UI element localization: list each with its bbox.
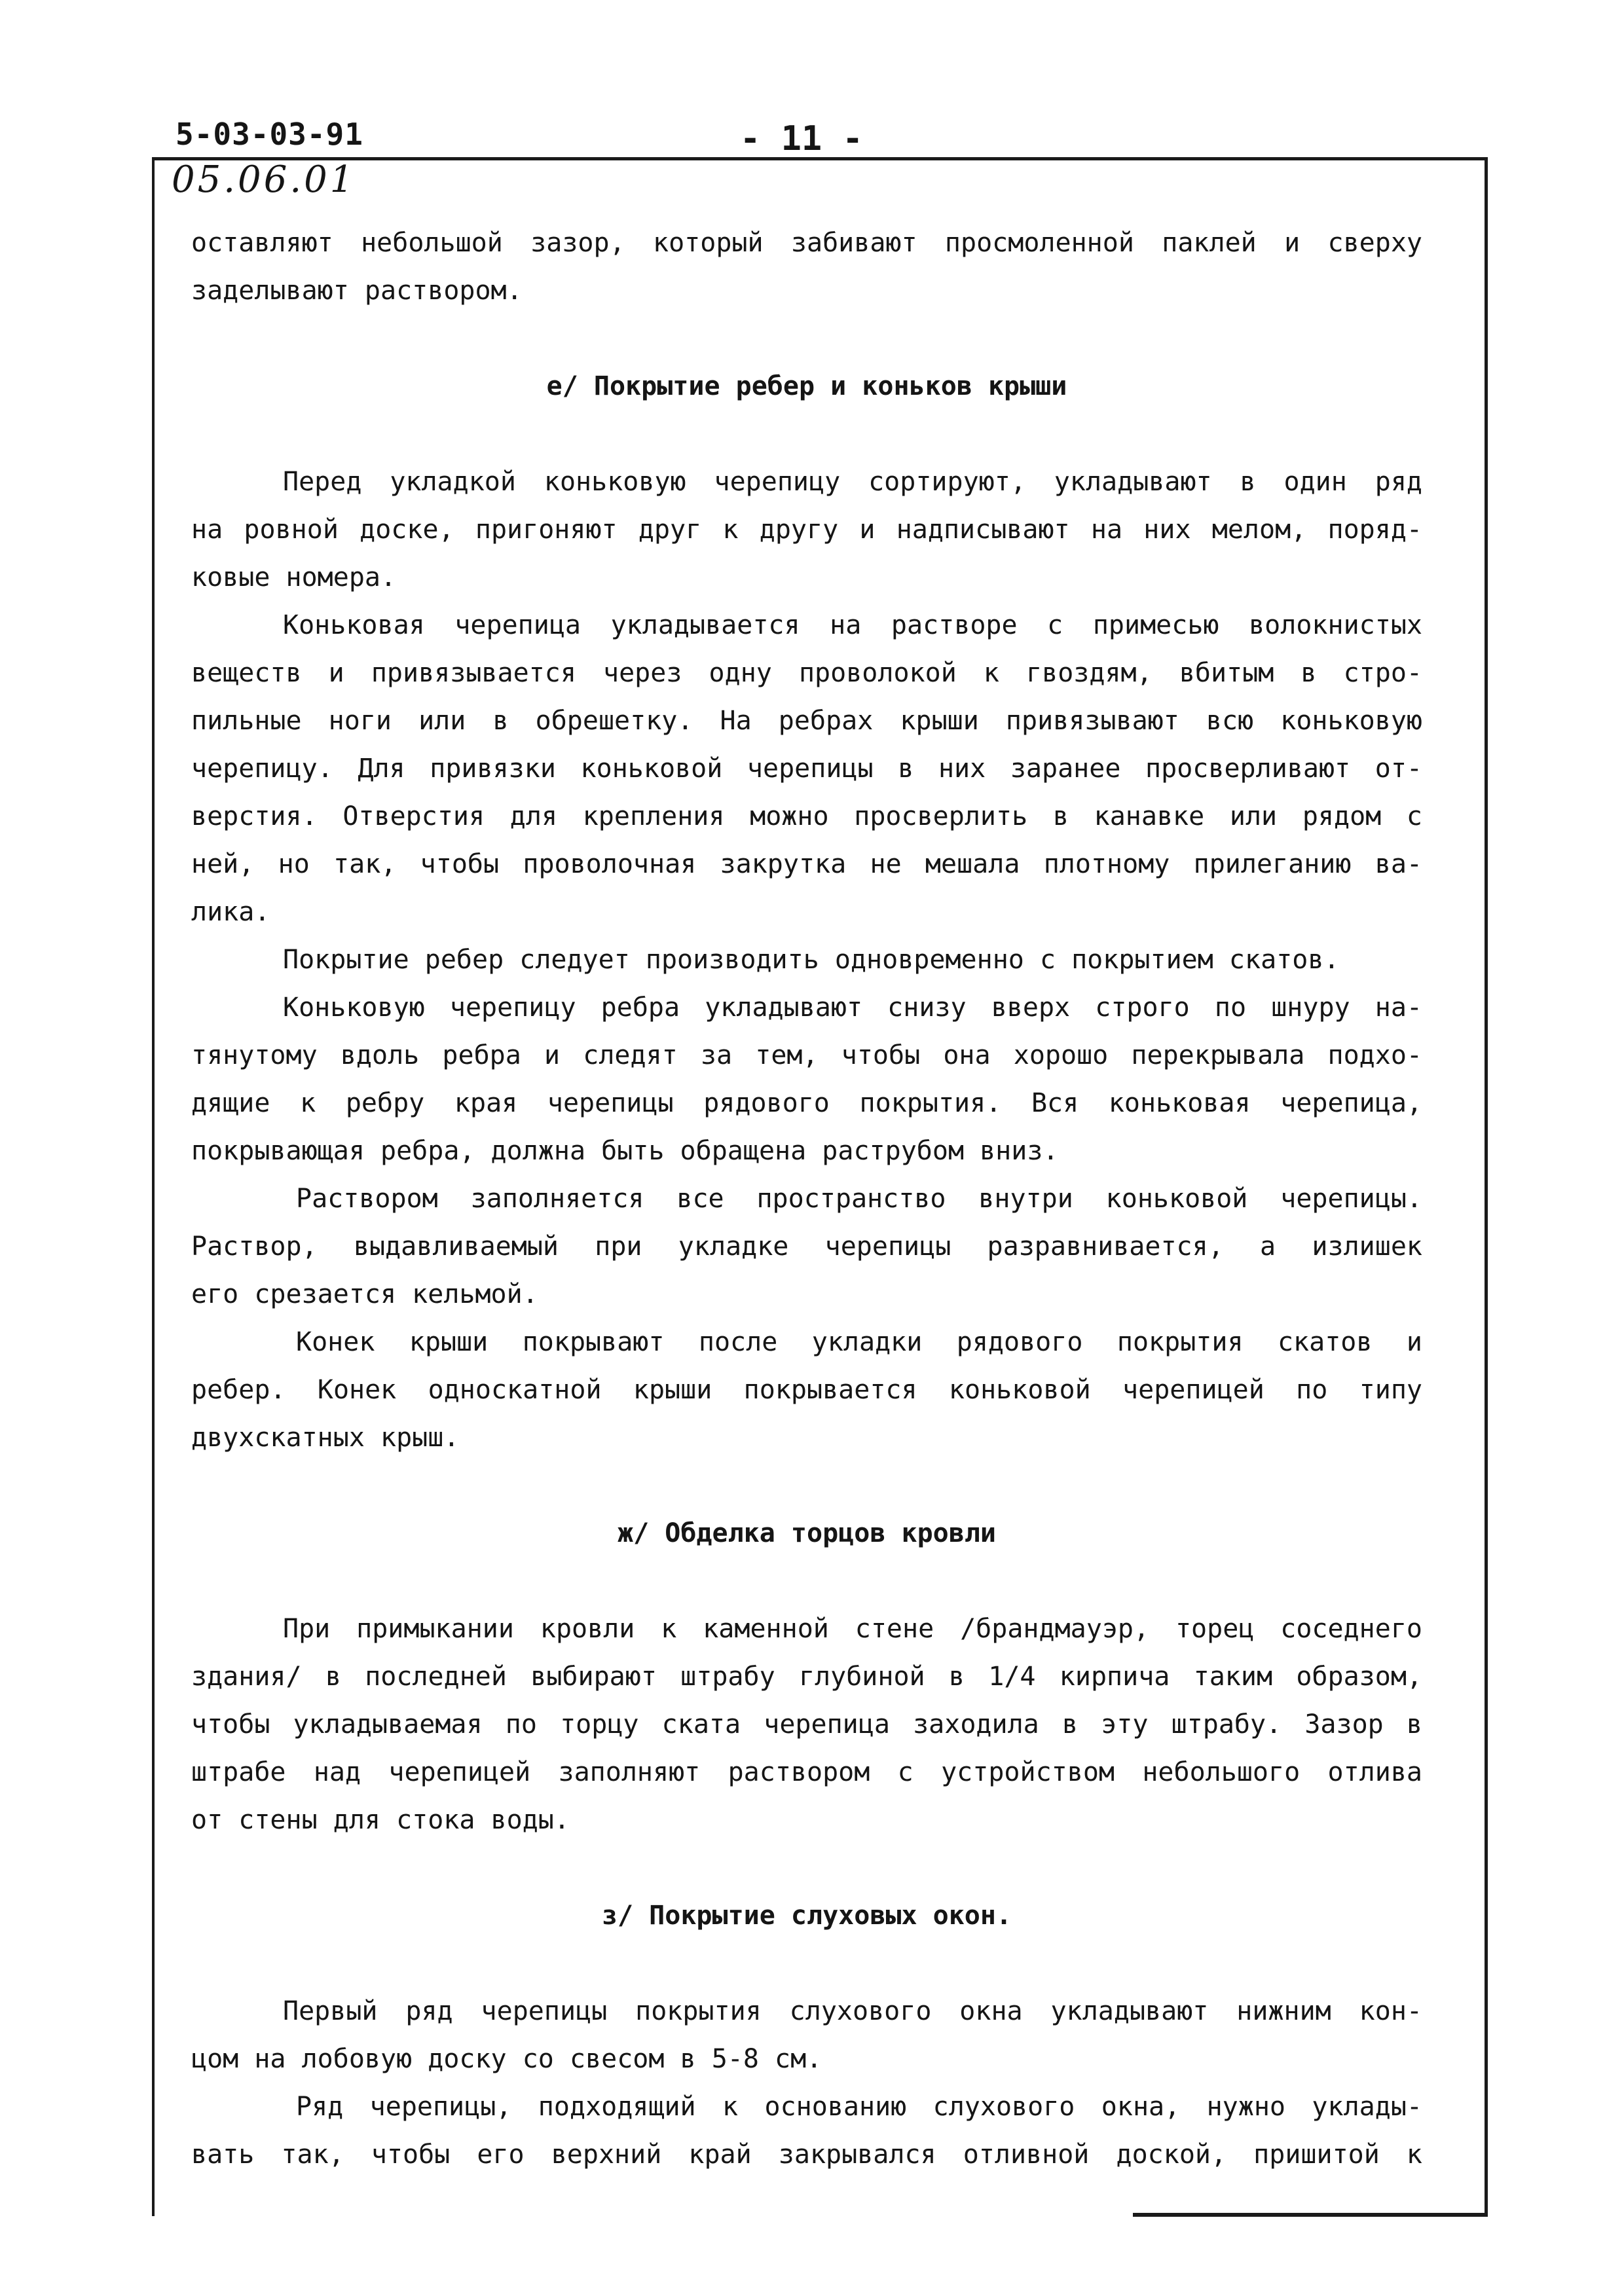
text-line: ребер. Конек односкатной крыши покрывается коньковой черепицей по типу [191, 1375, 1422, 1405]
text-line: заделывают раствором. [191, 276, 523, 306]
text-line: черепицу. Для привязки коньковой черепицы в них заранее просверливают от- [191, 754, 1422, 784]
text-line: При примыкании кровли к каменной стене /брандмауэр, торец соседнего [283, 1614, 1422, 1644]
document-code: 5-03-03-91 [175, 117, 363, 152]
text-line: тянутому вдоль ребра и следят за тем, чтобы она хорошо перекрывала подхо- [191, 1040, 1422, 1070]
text-line: веществ и привязывается через одну проволокой к гвоздям, вбитым в стро- [191, 658, 1422, 688]
section-heading: з/ Покрытие слуховых окон. [601, 1901, 1012, 1931]
text-line: Конек крыши покрывают после укладки рядового покрытия скатов и [296, 1327, 1422, 1357]
text-line: Первый ряд черепицы покрытия слухового окна укладывают нижним кон- [283, 1996, 1422, 2026]
text-line: дящие к ребру края черепицы рядового покрытия. Вся коньковая черепица, [191, 1088, 1422, 1118]
text-line: цом на лобовую доску со свесом в 5-8 см. [191, 2044, 822, 2074]
text-line: его срезается кельмой. [191, 1279, 538, 1309]
frame-bottom-line [1133, 2213, 1488, 2217]
handwritten-code: 05.06.01 [172, 158, 356, 201]
text-line: верстия. Отверстия для крепления можно просверлить в канавке или рядом с [191, 801, 1422, 831]
section-heading: е/ Покрытие ребер и коньков крыши [546, 371, 1067, 401]
text-line: покрывающая ребра, должна быть обращена раструбом вниз. [191, 1136, 1059, 1166]
text-line: штрабе над черепицей заполняют раствором с устройством небольшого отлива [191, 1757, 1422, 1787]
text-line: здания/ в последней выбирают штрабу глубиной в 1/4 кирпича таким образом, [191, 1662, 1422, 1692]
document-body [191, 219, 1422, 2179]
text-line: пильные ноги или в обрешетку. На ребрах крыши привязывают всю коньковую [191, 706, 1422, 736]
text-line: от стены для стока воды. [191, 1805, 570, 1835]
text-line: лика. [191, 897, 270, 927]
text-line: Раствор, выдавливаемый при укладке черепицы разравнивается, а излишек [191, 1231, 1422, 1262]
text-line: двухскатных крыш. [191, 1423, 460, 1453]
page-number: - 11 - [740, 119, 863, 158]
text-line: Перед укладкой коньковую черепицу сортируют, укладывают в один ряд [283, 467, 1422, 497]
text-line: на ровной доске, пригоняют друг к другу и надписывают на них мелом, поряд- [191, 515, 1422, 545]
section-heading: ж/ Обделка торцов кровли [618, 1518, 996, 1548]
text-line: Покрытие ребер следует производить одновременно с покрытием скатов. [283, 945, 1340, 975]
text-line: ней, но так, чтобы проволочная закрутка не мешала плотному прилеганию ва- [191, 849, 1422, 879]
text-line: чтобы укладываемая по торцу ската черепица заходила в эту штрабу. Зазор в [191, 1709, 1422, 1740]
text-line: оставляют небольшой зазор, который забивают просмоленной паклей и сверху [191, 228, 1422, 258]
text-line: Коньковую черепицу ребра укладывают снизу вверх строго по шнуру на- [283, 993, 1422, 1023]
text-line: ковые номера. [191, 562, 397, 592]
text-line: Ряд черепицы, подходящий к основанию слухового окна, нужно уклады- [296, 2092, 1422, 2122]
text-line: Коньковая черепица укладывается на растворе с примесью волокнистых [283, 610, 1422, 640]
text-line: Раствором заполняется все пространство внутри коньковой черепицы. [296, 1184, 1422, 1214]
text-line: вать так, чтобы его верхний край закрывался отливной доской, пришитой к [191, 2140, 1422, 2170]
